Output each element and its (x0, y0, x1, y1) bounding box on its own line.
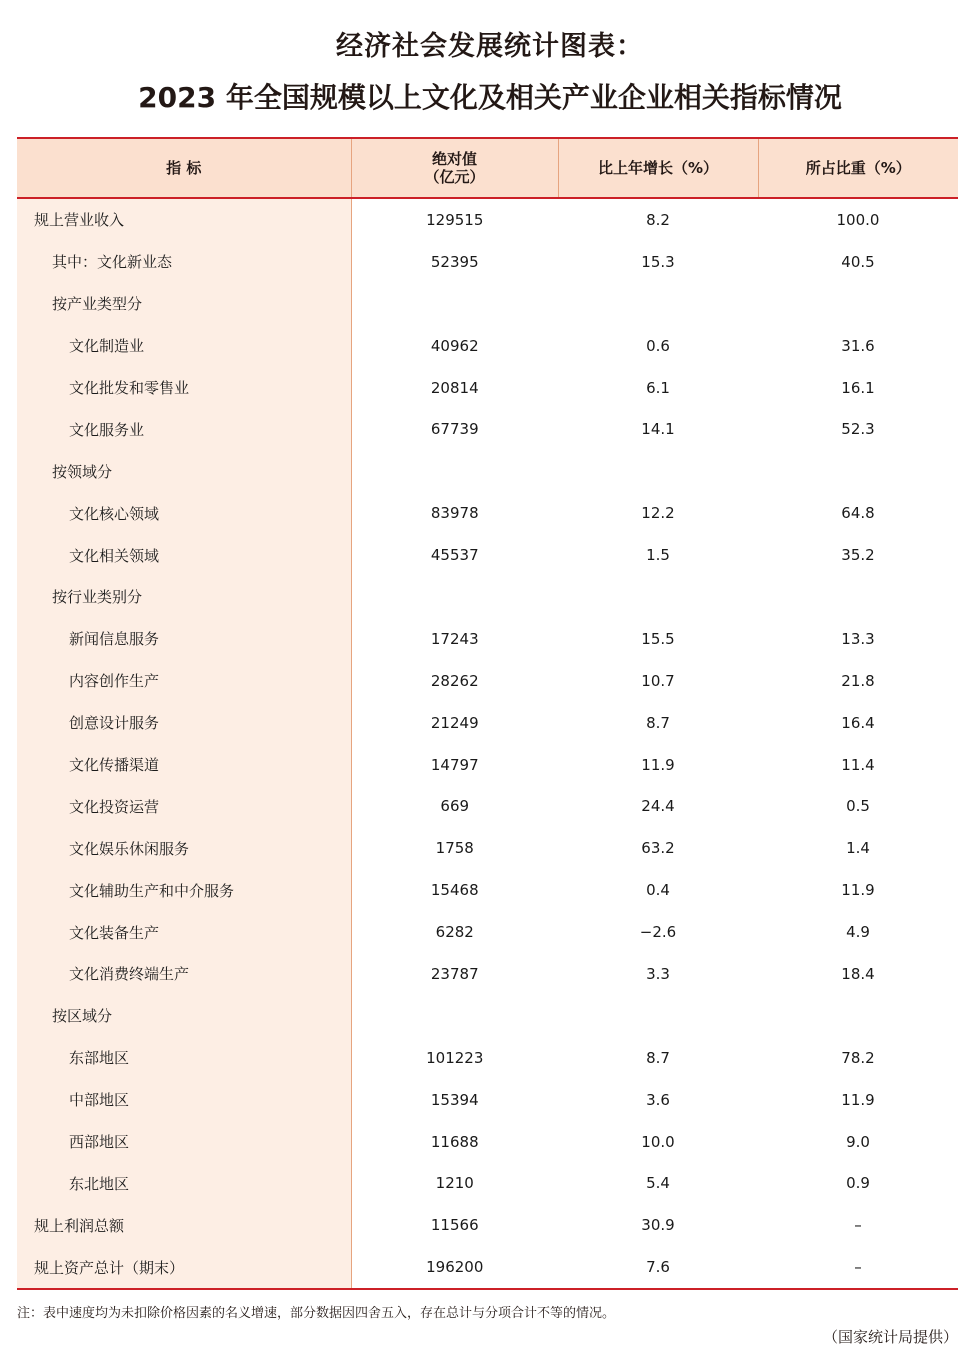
table-header-row (17, 139, 958, 197)
row-absolute-value (351, 576, 558, 618)
row-share: 11.9 (841, 881, 875, 900)
row-growth: 0.4 (646, 881, 670, 900)
table-row (17, 492, 958, 534)
row-growth: 11.9 (641, 755, 675, 774)
row-label: 东部地区 (17, 1037, 351, 1079)
row-growth (558, 576, 758, 618)
row-label: 文化辅助生产和中介服务 (17, 869, 351, 911)
header-absolute-line2: （亿元） (424, 168, 485, 186)
row-share: 40.5 (841, 252, 875, 271)
row-absolute-value: 101223 (426, 1048, 484, 1067)
row-growth: 24.4 (641, 797, 675, 816)
row-share: 0.5 (846, 797, 870, 816)
row-label: 文化核心领域 (17, 492, 351, 534)
row-growth: 3.3 (646, 964, 670, 983)
row-share: 100.0 (836, 210, 880, 229)
table-row (17, 869, 958, 911)
header-absolute-line1: 绝对值 (431, 150, 477, 168)
table-row (17, 408, 958, 450)
row-growth: 6.1 (646, 378, 670, 397)
table-row (17, 283, 958, 325)
row-share: 11.4 (841, 755, 875, 774)
row-label: 文化制造业 (17, 325, 351, 367)
table-row (17, 1079, 958, 1121)
row-absolute-value: 28262 (430, 671, 479, 690)
row-growth: 12.2 (641, 504, 675, 523)
statistics-table-container (17, 137, 958, 1290)
row-absolute-value: 1210 (435, 1174, 474, 1193)
row-absolute-value: 11566 (430, 1216, 479, 1235)
table-row (17, 576, 958, 618)
row-absolute-value: 14797 (430, 755, 479, 774)
row-share: 4.9 (846, 923, 870, 942)
table-row (17, 325, 958, 367)
row-share: 1.4 (846, 839, 870, 858)
row-share: 64.8 (841, 504, 875, 523)
row-share: 21.8 (841, 671, 875, 690)
table-row (17, 953, 958, 995)
row-label: 中部地区 (17, 1079, 351, 1121)
row-absolute-value: 17243 (430, 629, 479, 648)
row-absolute-value: 45537 (430, 546, 479, 565)
row-growth: 15.5 (641, 629, 675, 648)
row-share (758, 995, 958, 1037)
row-growth (558, 450, 758, 492)
row-absolute-value (351, 283, 558, 325)
row-share: 35.2 (841, 546, 875, 565)
row-absolute-value: 669 (440, 797, 470, 816)
row-label: 规上营业收入 (17, 199, 351, 241)
table-row (17, 367, 958, 409)
row-growth: 10.0 (641, 1132, 675, 1151)
row-growth: 0.6 (646, 336, 670, 355)
row-absolute-value: 23787 (430, 964, 479, 983)
row-growth: −2.6 (639, 923, 677, 942)
table-row (17, 911, 958, 953)
row-label: 文化娱乐休闲服务 (17, 827, 351, 869)
header-share: 所占比重（%） (758, 139, 958, 197)
table-row (17, 199, 958, 241)
row-label: 按产业类型分 (17, 283, 351, 325)
header-growth: 比上年增长（%） (558, 139, 758, 197)
row-growth: 30.9 (641, 1216, 675, 1235)
table-row (17, 450, 958, 492)
row-growth: 8.7 (646, 1048, 670, 1067)
row-growth: 1.5 (646, 546, 670, 565)
table-row (17, 827, 958, 869)
row-label: 创意设计服务 (17, 702, 351, 744)
table-row (17, 785, 958, 827)
row-share (758, 283, 958, 325)
row-growth: 14.1 (641, 420, 675, 439)
row-absolute-value: 129515 (426, 210, 484, 229)
row-label: 按行业类别分 (17, 576, 351, 618)
table-bottom-rule (17, 1288, 958, 1290)
row-share: 16.1 (841, 378, 875, 397)
header-absolute-value (351, 139, 558, 197)
row-absolute-value: 20814 (430, 378, 479, 397)
row-absolute-value (351, 995, 558, 1037)
table-row (17, 534, 958, 576)
row-share: 31.6 (841, 336, 875, 355)
row-growth: 8.7 (646, 713, 670, 732)
table-row (17, 1204, 958, 1246)
row-absolute-value: 15394 (430, 1090, 479, 1109)
row-share: 9.0 (846, 1132, 870, 1151)
footnote: 注：表中速度均为未扣除价格因素的名义增速，部分数据因四舍五入，存在总计与分项合计不等的情况。 (17, 1306, 616, 1321)
row-absolute-value: 83978 (430, 504, 479, 523)
row-label: 西部地区 (17, 1121, 351, 1163)
row-share: 13.3 (841, 629, 875, 648)
row-label: 文化投资运营 (17, 785, 351, 827)
row-absolute-value: 52395 (430, 252, 479, 271)
table-row (17, 702, 958, 744)
row-label: 内容创作生产 (17, 660, 351, 702)
table-row (17, 1246, 958, 1288)
table-row (17, 1037, 958, 1079)
row-absolute-value: 67739 (430, 420, 479, 439)
source-credit: （国家统计局提供） (822, 1328, 958, 1346)
row-label: 新闻信息服务 (17, 618, 351, 660)
row-absolute-value: 11688 (430, 1132, 479, 1151)
row-label: 其中：文化新业态 (17, 241, 351, 283)
page-subtitle: 2023 年全国规模以上文化及相关产业企业相关指标情况 (138, 81, 842, 114)
row-growth (558, 995, 758, 1037)
statistics-table (17, 139, 958, 1288)
row-share: 16.4 (841, 713, 875, 732)
row-label: 规上资产总计（期末） (17, 1246, 351, 1288)
table-body (17, 199, 958, 1288)
row-share: – (854, 1258, 862, 1277)
row-absolute-value: 1758 (435, 839, 474, 858)
row-growth: 15.3 (641, 252, 675, 271)
table-row (17, 744, 958, 786)
page-title: 经济社会发展统计图表： (336, 31, 644, 62)
row-share: 18.4 (841, 964, 875, 983)
row-growth: 3.6 (646, 1090, 670, 1109)
row-share: 78.2 (841, 1048, 875, 1067)
table-row (17, 1162, 958, 1204)
row-absolute-value: 40962 (430, 336, 479, 355)
row-label: 规上利润总额 (17, 1204, 351, 1246)
table-row (17, 618, 958, 660)
table-row (17, 660, 958, 702)
row-label: 文化服务业 (17, 408, 351, 450)
row-share: – (854, 1216, 862, 1235)
row-absolute-value (351, 450, 558, 492)
row-share: 52.3 (841, 420, 875, 439)
row-growth: 63.2 (641, 839, 675, 858)
row-share (758, 450, 958, 492)
row-label: 东北地区 (17, 1162, 351, 1204)
row-share (758, 576, 958, 618)
table-row (17, 241, 958, 283)
table-row (17, 1121, 958, 1163)
row-share: 0.9 (846, 1174, 870, 1193)
row-absolute-value: 196200 (426, 1258, 484, 1277)
row-label: 文化传播渠道 (17, 744, 351, 786)
row-absolute-value: 15468 (430, 881, 479, 900)
row-label: 按领域分 (17, 450, 351, 492)
table-row (17, 995, 958, 1037)
row-absolute-value: 6282 (435, 923, 474, 942)
row-growth (558, 283, 758, 325)
row-label: 文化消费终端生产 (17, 953, 351, 995)
row-label: 文化装备生产 (17, 911, 351, 953)
row-label: 文化批发和零售业 (17, 367, 351, 409)
row-growth: 7.6 (646, 1258, 670, 1277)
row-growth: 10.7 (641, 671, 675, 690)
header-indicator: 指 标 (17, 139, 351, 197)
row-growth: 5.4 (646, 1174, 670, 1193)
row-absolute-value: 21249 (430, 713, 479, 732)
row-label: 按区域分 (17, 995, 351, 1037)
row-share: 11.9 (841, 1090, 875, 1109)
row-label: 文化相关领域 (17, 534, 351, 576)
row-growth: 8.2 (646, 210, 670, 229)
